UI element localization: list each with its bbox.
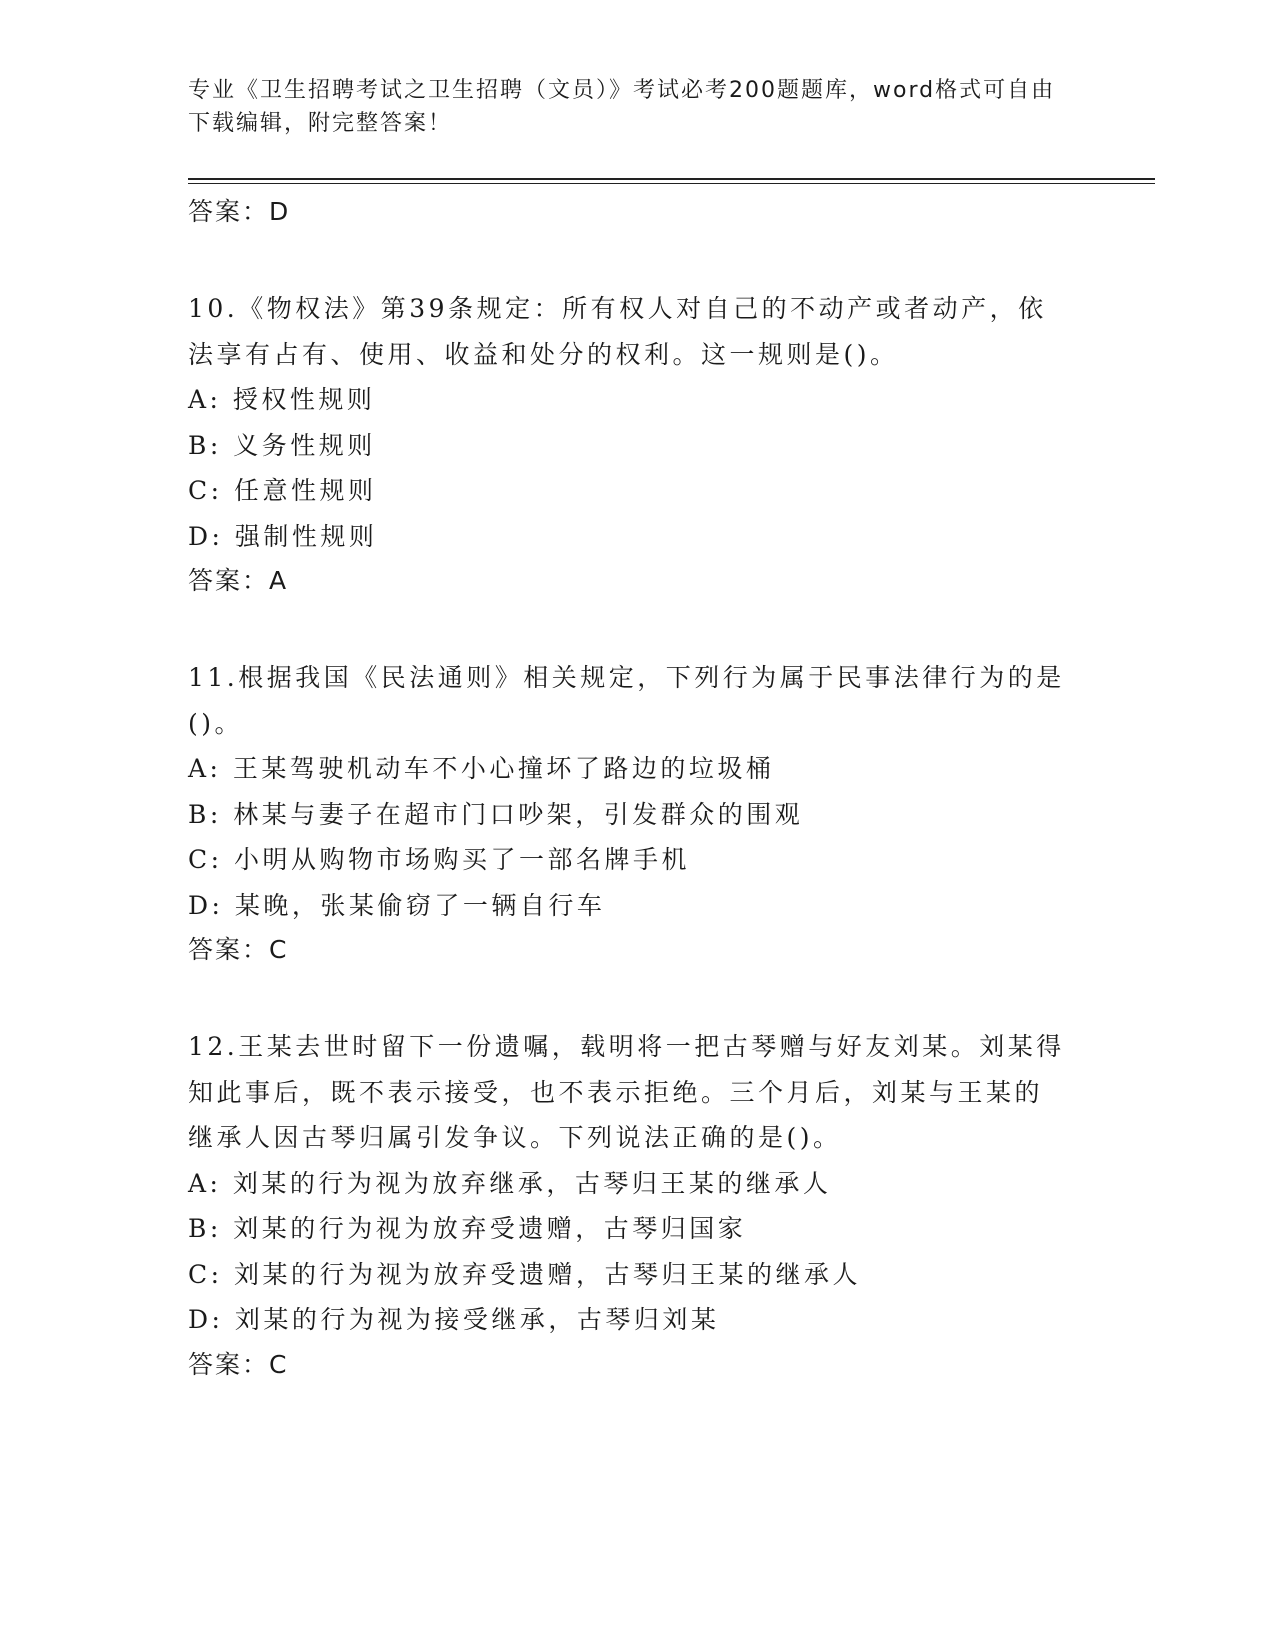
question-11 — [188, 655, 1088, 972]
option-d: D: 刘某的行为视为接受继承，古琴归刘某 — [188, 1305, 720, 1334]
answer-line: 答案：C — [188, 935, 289, 964]
answer-label: 答案： — [188, 197, 270, 226]
option-d: D: 强制性规则 — [188, 521, 378, 551]
question-stem: 12.王某去世时留下一份遗嘱，载明将一把古琴赠与好友刘某。刘某得知此事后，既不表示接受，也不表示拒绝。三个月后，刘某与王某的继承人因古琴归属引发争议。下列说法正确的是()。 — [188, 1032, 1065, 1152]
question-stem: 11.根据我国《民法通则》相关规定，下列行为属于民事法律行为的是()。 — [188, 663, 1065, 738]
question-12 — [188, 1024, 1088, 1387]
document-body — [188, 190, 1088, 1387]
option-a: A: 王某驾驶机动车不小心撞坏了路边的垃圾桶 — [188, 754, 775, 783]
question-stem: 10.《物权法》第39条规定：所有权人对自己的不动产或者动产，依法享有占有、使用、收益和处分的权利。这一规则是()。 — [188, 294, 1047, 369]
option-c: C: 任意性规则 — [188, 476, 377, 505]
option-c: C: 刘某的行为视为放弃受遗赠，古琴归王某的继承人 — [188, 1259, 862, 1289]
option-a: A: 授权性规则 — [188, 385, 376, 414]
option-d: D: 某晚，张某偷窃了一辆自行车 — [188, 890, 606, 920]
document-header: 专业《卫生招聘考试之卫生招聘（文员）》考试必考200题题库，word格式可自由下载编辑，附完整答案！ — [188, 78, 1056, 136]
answer-line: 答案：A — [188, 566, 289, 595]
header-rule-thin — [188, 183, 1155, 184]
option-a: A: 刘某的行为视为放弃继承，古琴归王某的继承人 — [188, 1168, 832, 1198]
option-b: B: 林某与妻子在超市门口吵架，引发群众的围观 — [188, 799, 804, 829]
answer-value: D — [269, 197, 291, 226]
question-10 — [188, 286, 1088, 603]
option-b: B: 刘某的行为视为放弃受遗赠，古琴归国家 — [188, 1214, 747, 1243]
answer-line-9 — [188, 190, 1088, 234]
header-rule-thick — [188, 178, 1155, 180]
option-c: C: 小明从购物市场购买了一部名牌手机 — [188, 845, 690, 874]
option-b: B: 义务性规则 — [188, 430, 376, 460]
answer-line: 答案：C — [188, 1349, 289, 1379]
